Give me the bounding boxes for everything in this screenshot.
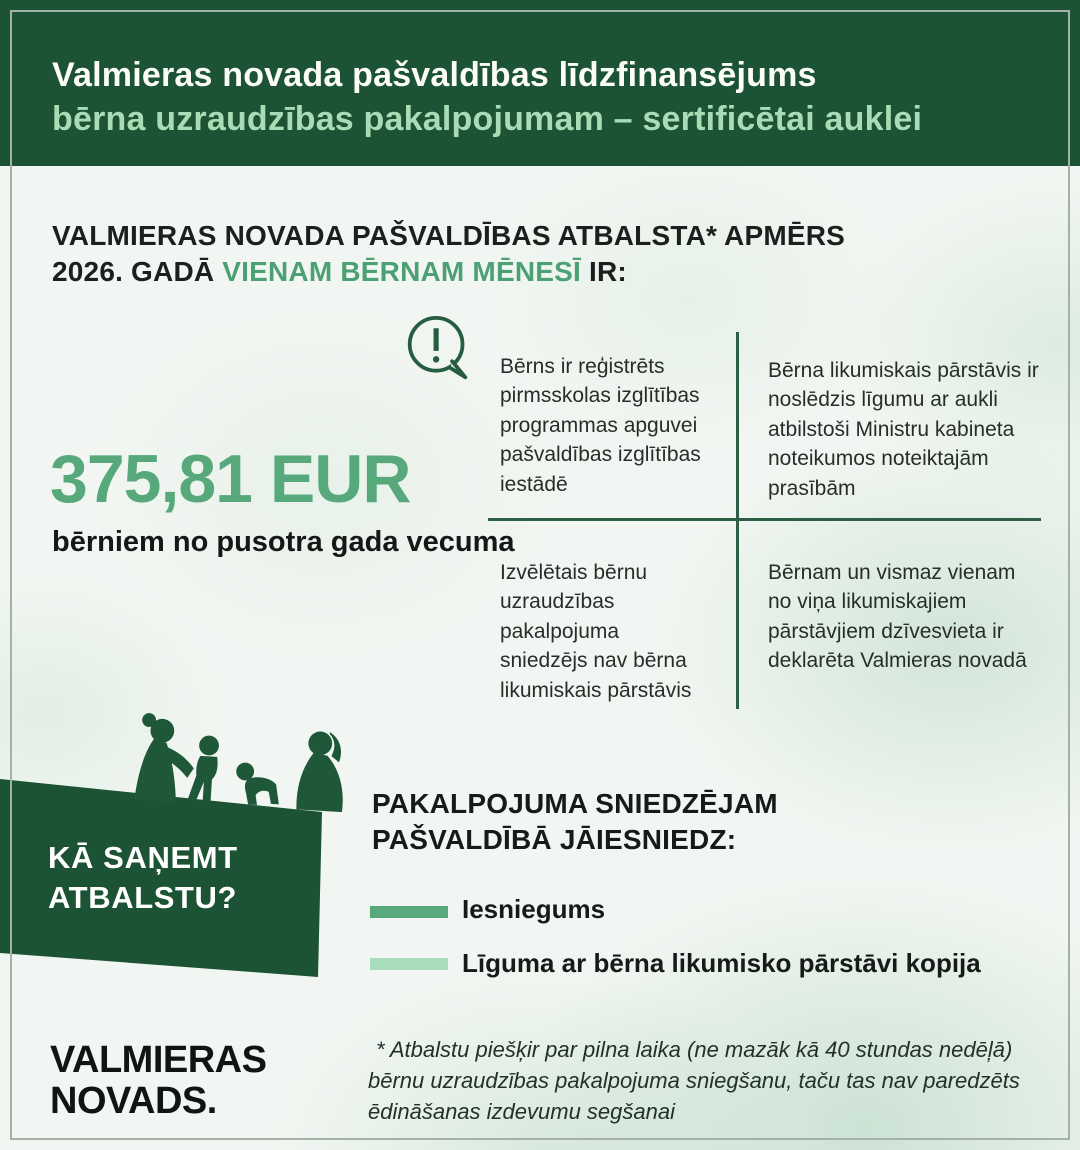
caregivers-and-children-icon: [121, 708, 365, 826]
banner-line1: KĀ SAŅEMT: [48, 840, 238, 875]
list-bullet-bar-2: [370, 958, 448, 970]
how-to-heading-line2: PAŠVALDĪBĀ JĀIESNIEDZ:: [372, 823, 737, 855]
footnote-text: * Atbalstu piešķir par pilna laika (ne mazāk kā 40 stundas nedēļā) bērnu uzraudzības pakalpojuma sniegšanu, taču tas nav paredzēts ēdināšanas izdevumu segšanai: [368, 1037, 1020, 1125]
municipality-logo: [50, 1040, 266, 1122]
subheading-suffix: IR:: [580, 256, 627, 288]
subheading-highlight: VIENAM BĒRNAM MĒNESĪ: [222, 256, 581, 288]
subheading-line1: VALMIERAS NOVADA PAŠVALDĪBAS ATBALSTA* APMĒRS: [52, 220, 846, 251]
header-band: [0, 0, 1080, 166]
section-subheading: [52, 218, 972, 291]
page-title-line2: bērna uzraudzības pakalpojumam – sertificētai auklei: [52, 100, 923, 138]
subheading-line2: [52, 254, 972, 290]
how-to-banner-text: [48, 838, 238, 917]
logo-line2: NOVADS.: [50, 1080, 217, 1123]
divider-horizontal: [488, 518, 1041, 521]
exclamation-speech-bubble-icon: [405, 313, 471, 390]
logo-line1: VALMIERAS: [50, 1039, 267, 1081]
condition-item-1: Bērns ir reģistrēts pirmsskolas izglītības programmas apguvei pašvaldības izglītības iestādē: [500, 355, 701, 496]
support-amount-caption: bērniem no pusotra gada vecuma: [52, 526, 515, 558]
list-bullet-bar-1: [370, 906, 448, 918]
how-to-heading: [372, 786, 778, 858]
subheading-year: 2026. GADĀ: [52, 256, 223, 288]
checklist-item-2: Līguma ar bērna likumisko pārstāvi kopija: [462, 948, 981, 978]
checklist-item-1: Iesniegums: [462, 894, 606, 924]
condition-item-4: Bērnam un vismaz vienam no viņa likumiskajiem pārstāvjiem dzīvesvieta ir deklarēta Valmieras novadā: [768, 561, 1027, 673]
condition-item-2: Bērna likumiskais pārstāvis ir noslēdzis līgumu ar aukli atbilstoši Ministru kabineta noteikumos noteiktajām prasībām: [768, 359, 1039, 500]
banner-line2: ATBALSTU?: [48, 879, 238, 915]
page-title-line1: Valmieras novada pašvaldības līdzfinansējums: [52, 56, 817, 94]
support-amount-value: 375,81 EUR: [50, 441, 411, 517]
how-to-heading-line1: PAKALPOJUMA SNIEDZĒJAM: [372, 788, 778, 819]
condition-item-3: Izvēlētais bērnu uzraudzības pakalpojuma sniedzējs nav bērna likumiskais pārstāvis: [500, 561, 692, 702]
